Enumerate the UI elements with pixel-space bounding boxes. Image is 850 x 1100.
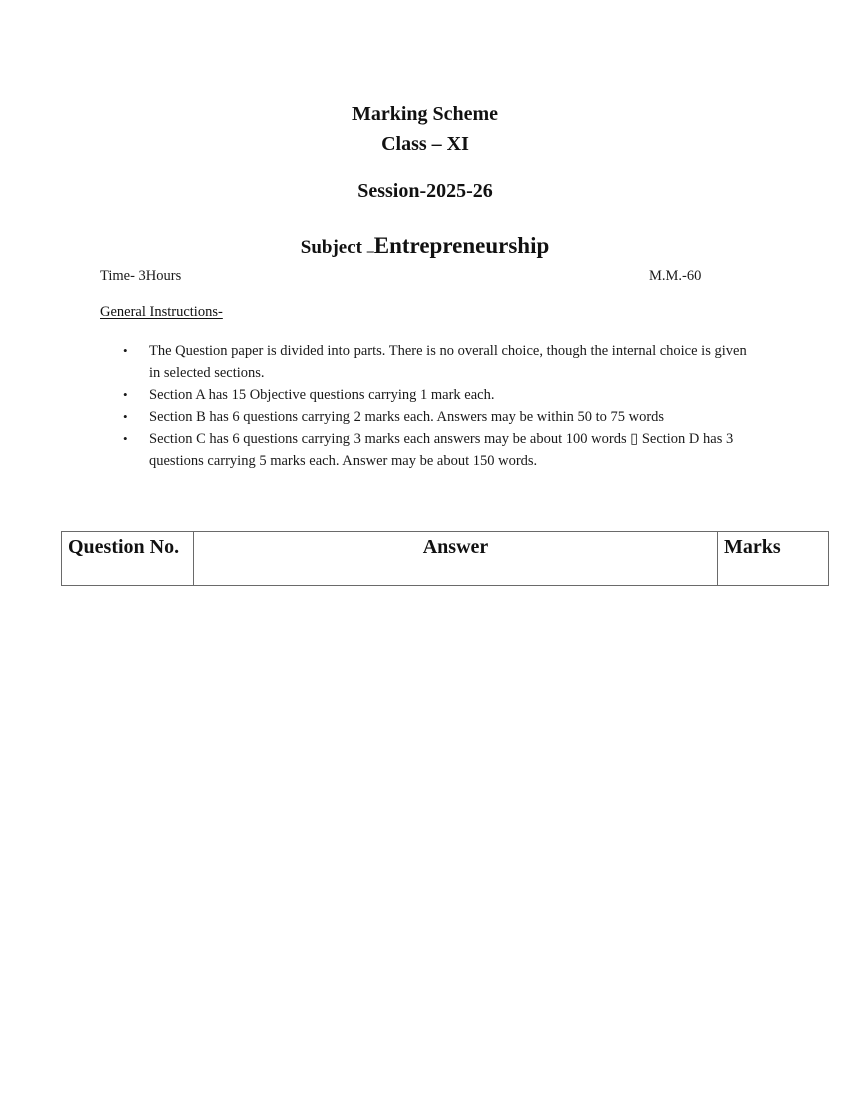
instruction-text: Section C has 6 questions carrying 3 marks each answers may be about 100 words ▯ Section D has 3 questions carrying 5 marks each. Answer may be about 150 words. [149,431,734,469]
column-header-marks: Marks [718,532,829,586]
bullet-icon: • [123,431,128,446]
max-marks: M.M.-60 [649,268,702,284]
subject-dash: – [366,244,374,259]
instruction-text: The Question paper is divided into parts. There is no overall choice, though the internal choice is given in selected sections. [149,343,747,381]
session-label: Session-2025-26 [357,180,493,202]
instruction-text: Section A has 15 Objective questions carrying 1 mark each. [149,387,495,403]
instruction-text: Section B has 6 questions carrying 2 marks each. Answers may be within 50 to 75 words [149,409,665,425]
column-header-answer: Answer [194,532,718,586]
time-duration: Time- 3Hours [100,268,182,284]
instruction-item [120,406,760,428]
instruction-item [120,340,760,384]
general-instructions-heading: General Instructions- [100,304,223,320]
instruction-item [120,428,760,472]
subject-value: Entrepreneurship [373,233,550,258]
bullet-icon: • [123,343,128,358]
subject-label: Subject [300,237,367,258]
table-header-row [62,532,829,586]
document-title: Marking Scheme [351,103,499,125]
class-label: Class – XI [381,133,469,155]
instruction-item [120,384,760,406]
subject-line [0,232,850,266]
instructions-list [120,340,760,472]
column-header-question-no: Question No. [62,532,194,586]
bullet-icon: • [123,409,128,424]
bullet-icon: • [123,387,128,402]
answer-table [61,531,829,586]
